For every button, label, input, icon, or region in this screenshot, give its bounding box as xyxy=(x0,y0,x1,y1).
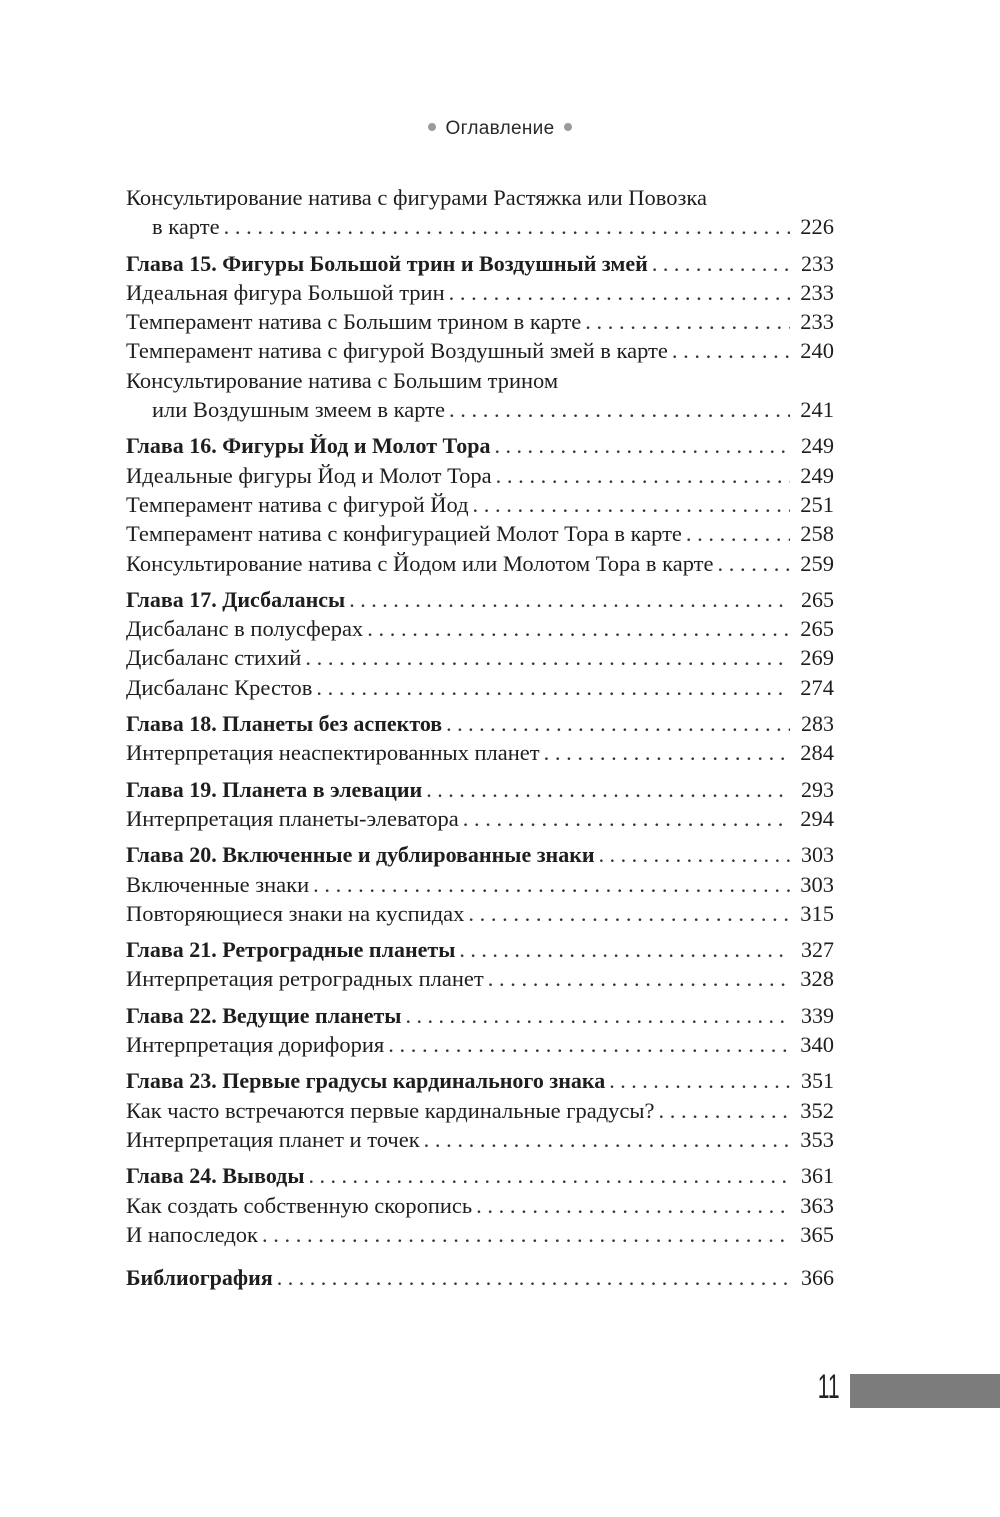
entry-page-number: 241 xyxy=(800,397,834,423)
entry-page-number: 327 xyxy=(801,937,834,963)
toc-entry[interactable] xyxy=(126,366,834,395)
toc-entry[interactable] xyxy=(126,804,834,833)
toc-section xyxy=(126,249,834,425)
dot-leader xyxy=(426,775,790,804)
dot-leader xyxy=(459,935,790,964)
toc-section xyxy=(126,935,834,994)
entry-page-number: 265 xyxy=(800,616,834,642)
toc-chapter-entry[interactable] xyxy=(126,775,834,804)
entry-title: Как создать собственную скоропись xyxy=(126,1192,473,1218)
entry-page-number: 366 xyxy=(801,1265,834,1291)
toc-entry[interactable] xyxy=(126,549,834,578)
toc-section xyxy=(126,431,834,577)
dot-leader xyxy=(488,964,790,993)
entry-title: в карте xyxy=(152,214,220,240)
dot-leader xyxy=(463,804,790,833)
entry-page-number: 284 xyxy=(800,740,834,766)
entry-page-number: 251 xyxy=(800,491,834,517)
chapter-title: Глава 19. Планета в элевации xyxy=(126,776,423,802)
chapter-title: Глава 23. Первые градусы кардинального знака xyxy=(126,1068,606,1094)
entry-title: Идеальные фигуры Йод и Молот Тора xyxy=(126,462,492,488)
entry-page-number: 351 xyxy=(801,1068,834,1094)
dot-leader xyxy=(652,249,790,278)
page-number: 11 xyxy=(817,1368,840,1406)
toc-section xyxy=(126,183,834,242)
entry-page-number: 340 xyxy=(800,1032,834,1058)
toc-entry[interactable] xyxy=(126,673,834,702)
toc-entry[interactable] xyxy=(126,870,834,899)
entry-title: Консультирование натива с Большим трином xyxy=(126,367,559,393)
toc-entry[interactable] xyxy=(126,519,834,548)
toc-section xyxy=(126,775,834,834)
toc-section xyxy=(126,1263,834,1292)
toc-chapter-entry[interactable] xyxy=(126,709,834,738)
entry-page-number: 249 xyxy=(800,462,834,488)
chapter-title: Глава 15. Фигуры Большой трин и Воздушный змей xyxy=(126,250,648,276)
dot-leader xyxy=(585,307,790,336)
entry-page-number: 240 xyxy=(800,338,834,364)
entry-page-number: 353 xyxy=(800,1126,834,1152)
entry-title: Интерпретация планет и точек xyxy=(126,1126,420,1152)
entry-title: Дисбаланс стихий xyxy=(126,645,302,671)
entry-page-number: 328 xyxy=(800,966,834,992)
dot-leader xyxy=(309,1161,791,1190)
toc-entry[interactable] xyxy=(126,1096,834,1125)
toc-entry[interactable] xyxy=(126,1030,834,1059)
entry-page-number: 274 xyxy=(800,674,834,700)
entry-page-number: 293 xyxy=(801,776,834,802)
entry-page-number: 303 xyxy=(801,842,834,868)
toc-entry[interactable] xyxy=(126,395,834,424)
entry-title: Как часто встречаются первые кардинальные градусы? xyxy=(126,1097,655,1123)
dot-leader xyxy=(718,549,791,578)
entry-page-number: 363 xyxy=(800,1192,834,1218)
dot-leader xyxy=(224,212,790,241)
toc-chapter-entry[interactable] xyxy=(126,585,834,614)
chapter-title: Глава 18. Планеты без аспектов xyxy=(126,711,443,737)
dot-leader xyxy=(405,1001,790,1030)
toc-chapter-entry[interactable] xyxy=(126,249,834,278)
chapter-title: Глава 22. Ведущие планеты xyxy=(126,1002,402,1028)
entry-title: Темперамент натива с фигурой Воздушный змей в карте xyxy=(126,338,668,364)
entry-page-number: 315 xyxy=(800,900,834,926)
toc-entry[interactable] xyxy=(126,307,834,336)
toc-entry[interactable] xyxy=(126,490,834,519)
chapter-title: Глава 16. Фигуры Йод и Молот Тора xyxy=(126,433,491,459)
toc-entry[interactable] xyxy=(126,1125,834,1154)
entry-title: Дисбаланс в полусферах xyxy=(126,616,364,642)
dot-leader xyxy=(449,395,790,424)
toc-chapter-entry[interactable] xyxy=(126,1001,834,1030)
entry-title: Интерпретация неаспектированных планет xyxy=(126,740,540,766)
dot-leader xyxy=(494,431,790,460)
entry-title: Интерпретация планеты-элеватора xyxy=(126,805,459,831)
entry-title: Темперамент натива с конфигурацией Молот Тора в карте xyxy=(126,521,682,547)
table-of-contents xyxy=(126,183,834,1299)
toc-entry[interactable] xyxy=(126,1191,834,1220)
toc-chapter-entry[interactable] xyxy=(126,935,834,964)
dot-leader xyxy=(473,490,790,519)
toc-entry[interactable] xyxy=(126,183,834,212)
toc-entry[interactable] xyxy=(126,278,834,307)
toc-entry[interactable] xyxy=(126,461,834,490)
toc-chapter-entry[interactable] xyxy=(126,840,834,869)
entry-title: Темперамент натива с фигурой Йод xyxy=(126,491,469,517)
dot-leader xyxy=(599,840,790,869)
running-head xyxy=(0,118,1000,140)
running-head-title: Оглавление xyxy=(445,118,555,139)
toc-entry[interactable] xyxy=(126,614,834,643)
toc-section xyxy=(126,585,834,702)
entry-title: Повторяющиеся знаки на куспидах xyxy=(126,900,465,926)
entry-page-number: 258 xyxy=(800,521,834,547)
entry-page-number: 233 xyxy=(800,309,834,335)
entry-title: Включенные знаки xyxy=(126,871,310,897)
toc-entry[interactable] xyxy=(126,336,834,365)
dot-leader xyxy=(316,673,790,702)
chapter-title: Глава 20. Включенные и дублированные знаки xyxy=(126,842,595,868)
dot-leader xyxy=(446,709,790,738)
entry-page-number: 249 xyxy=(801,433,834,459)
entry-page-number: 303 xyxy=(800,871,834,897)
toc-entry[interactable] xyxy=(126,899,834,928)
dot-leader xyxy=(424,1125,790,1154)
toc-entry[interactable] xyxy=(126,643,834,672)
entry-page-number: 226 xyxy=(800,214,834,240)
entry-title: Консультирование натива с Йодом или Молотом Тора в карте xyxy=(126,550,714,576)
entry-page-number: 233 xyxy=(800,279,834,305)
toc-chapter-entry[interactable] xyxy=(126,1161,834,1190)
entry-title: Интерпретация дорифория xyxy=(126,1032,385,1058)
entry-page-number: 233 xyxy=(801,250,834,276)
toc-section xyxy=(126,1001,834,1060)
page-number-bar xyxy=(850,1374,1000,1408)
toc-entry[interactable] xyxy=(126,964,834,993)
entry-page-number: 294 xyxy=(800,805,834,831)
dot-leader xyxy=(659,1096,791,1125)
chapter-title: Глава 24. Выводы xyxy=(126,1163,305,1189)
entry-page-number: 361 xyxy=(801,1163,834,1189)
dot-leader xyxy=(349,585,790,614)
toc-entry[interactable] xyxy=(126,1220,834,1249)
dot-leader xyxy=(305,643,790,672)
dot-leader xyxy=(449,278,790,307)
dot-leader xyxy=(468,899,790,928)
entry-page-number: 339 xyxy=(801,1002,834,1028)
entry-page-number: 283 xyxy=(801,711,834,737)
toc-section xyxy=(126,1066,834,1154)
entry-page-number: 352 xyxy=(800,1097,834,1123)
entry-title: И напоследок xyxy=(126,1221,258,1247)
dot-leader xyxy=(496,461,790,490)
toc-chapter-entry[interactable] xyxy=(126,1066,834,1095)
toc-chapter-entry[interactable] xyxy=(126,431,834,460)
toc-section xyxy=(126,840,834,928)
entry-title: Дисбаланс Крестов xyxy=(126,674,313,700)
toc-chapter-entry[interactable] xyxy=(126,1263,834,1292)
entry-page-number: 365 xyxy=(800,1221,834,1247)
chapter-title: Библиография xyxy=(126,1265,273,1291)
entry-title: Интерпретация ретроградных планет xyxy=(126,966,484,992)
toc-entry[interactable] xyxy=(126,212,834,241)
dot-leader xyxy=(476,1191,790,1220)
dot-leader xyxy=(544,738,790,767)
entry-page-number: 265 xyxy=(801,586,834,612)
toc-section xyxy=(126,1161,834,1249)
dot-leader xyxy=(277,1263,790,1292)
entry-title: или Воздушным змеем в карте xyxy=(152,397,445,423)
entry-title: Консультирование натива с фигурами Растяжка или Повозка xyxy=(126,185,707,210)
chapter-title: Глава 21. Ретроградные планеты xyxy=(126,937,456,963)
toc-entry[interactable] xyxy=(126,738,834,767)
bullet-left-icon xyxy=(428,123,436,131)
entry-page-number: 269 xyxy=(800,645,834,671)
dot-leader xyxy=(609,1066,790,1095)
dot-leader xyxy=(686,519,790,548)
toc-section xyxy=(126,709,834,768)
chapter-title: Глава 17. Дисбалансы xyxy=(126,586,346,612)
bullet-right-icon xyxy=(564,123,572,131)
dot-leader xyxy=(672,336,790,365)
dot-leader xyxy=(262,1220,790,1249)
dot-leader xyxy=(367,614,790,643)
dot-leader xyxy=(313,870,790,899)
entry-title: Темперамент натива с Большим трином в карте xyxy=(126,309,582,335)
dot-leader xyxy=(388,1030,790,1059)
entry-title: Идеальная фигура Большой трин xyxy=(126,279,445,305)
entry-page-number: 259 xyxy=(800,550,834,576)
